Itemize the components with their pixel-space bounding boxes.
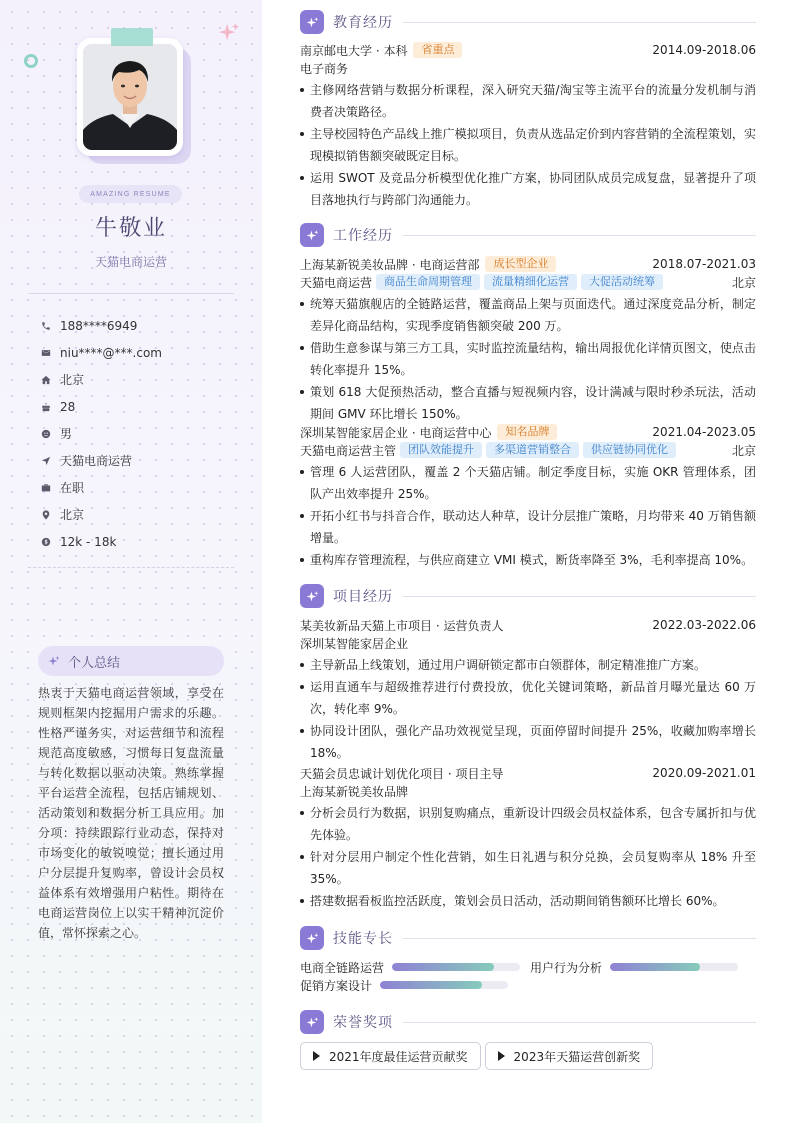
education-date: 2014.09-2018.06 xyxy=(652,43,756,57)
school-tag: 省重点 xyxy=(413,42,462,58)
sparkle-icon xyxy=(218,22,240,44)
briefcase-icon xyxy=(40,482,52,494)
section-education-heading: 教育经历 xyxy=(300,10,756,34)
skill-tag: 大促活动统筹 xyxy=(581,274,663,290)
info-email: niu****@***.com xyxy=(40,339,240,366)
project-entry-2 xyxy=(300,764,756,912)
skill-tag: 商品生命周期管理 xyxy=(376,274,480,290)
list-item: 开拓小红书与抖音合作，联动达人种草，设计分层推广策略，月均带来 40 万销售额增量。 xyxy=(300,505,756,549)
skill-tag: 流量精细化运营 xyxy=(484,274,577,290)
project-org: 深圳某智能家居企业 xyxy=(300,636,409,651)
list-item: 搭建数据看板监控活跃度，策划会员日活动，活动期间销售额环比增长 60%。 xyxy=(300,890,756,912)
list-item: 运用 SWOT 及竞品分析模型优化推广方案，协同团队成员完成复盘，显著提升了项目落地执行与跨部门沟通能力。 xyxy=(300,167,756,211)
divider xyxy=(28,567,234,568)
cake-icon xyxy=(40,401,52,413)
education-entry xyxy=(300,41,756,211)
job-role: 天猫电商运营 xyxy=(300,275,373,290)
project-bullets xyxy=(300,654,756,764)
list-item: 主修网络营销与数据分析课程，深入研究天猫/淘宝等主流平台的流量分发机制与消费者决策路径。 xyxy=(300,79,756,123)
skill-tag: 多渠道营销整合 xyxy=(486,442,579,458)
school-name: 南京邮电大学 · 本科 xyxy=(300,43,408,58)
mail-icon xyxy=(40,347,52,359)
awards-list xyxy=(300,1042,657,1070)
info-home: 北京 xyxy=(40,366,240,393)
info-age: 28 xyxy=(40,393,240,420)
play-triangle-icon xyxy=(498,1051,505,1061)
resume-badge: AMAZING RESUME xyxy=(79,185,182,203)
skill-bar xyxy=(610,963,738,971)
section-work-heading: 工作经历 xyxy=(300,223,756,247)
list-item: 协同设计团队，强化产品功效视觉呈现，页面停留时间提升 25%，收藏加购率增长 18%。 xyxy=(300,720,756,764)
job-role: 天猫电商运营主管 xyxy=(300,443,397,458)
company-tag: 知名品牌 xyxy=(497,424,557,440)
job-date: 2018.07-2021.03 xyxy=(652,257,756,271)
project-name: 某美妆新品天猫上市项目 · 运营负责人 xyxy=(300,618,504,633)
project-date: 2020.09-2021.01 xyxy=(652,766,756,780)
candidate-title: 天猫电商运营 xyxy=(94,255,167,269)
avatar xyxy=(77,38,189,162)
job-date: 2021.04-2023.05 xyxy=(652,425,756,439)
sparkle-icon xyxy=(300,926,324,950)
work-entry-2 xyxy=(300,423,756,571)
company-name: 深圳某智能家居企业 · 电商运营中心 xyxy=(300,425,492,440)
info-location: 北京 xyxy=(40,501,240,528)
list-item: 统筹天猫旗舰店的全链路运营，覆盖商品上架与页面迭代。通过深度竞品分析，制定差异化商品结构，实现季度销售额突破 200 万。 xyxy=(300,293,756,337)
list-item: 管理 6 人运营团队，覆盖 2 个天猫店铺。制定季度目标，实施 OKR 管理体系，团队产出效率提升 25%。 xyxy=(300,461,756,505)
avatar-photo xyxy=(83,44,177,150)
location-pin-icon xyxy=(40,509,52,521)
skill-item: 电商全链路运营 xyxy=(300,959,520,976)
sparkle-icon xyxy=(48,655,60,667)
decorative-ring-icon xyxy=(24,54,38,68)
sparkle-icon xyxy=(300,223,324,247)
company-tag: 成长型企业 xyxy=(485,256,556,272)
award-item: 2021年度最佳运营贡献奖 xyxy=(300,1042,481,1070)
candidate-name: 牛敬业 xyxy=(94,216,167,241)
list-item: 运用直通车与超级推荐进行付费投放，优化关键词策略，新品首月曝光量达 60 万次，转化率 9%。 xyxy=(300,676,756,720)
sparkle-icon xyxy=(300,10,324,34)
list-item: 分析会员行为数据，识别复购痛点，重新设计四级会员权益体系，包含专属折扣与优先体验。 xyxy=(300,802,756,846)
award-item: 2023年天猫运营创新奖 xyxy=(485,1042,654,1070)
work-entry-1 xyxy=(300,255,756,425)
skill-tag: 团队效能提升 xyxy=(400,442,482,458)
job-city: 北京 xyxy=(731,275,756,290)
decorative-tape xyxy=(111,28,153,46)
info-phone: 188****6949 xyxy=(40,312,240,339)
job-bullets xyxy=(300,461,756,571)
project-entry-1 xyxy=(300,616,756,764)
project-org: 上海某新锐美妆品牌 xyxy=(300,784,409,799)
sparkle-icon xyxy=(300,1010,324,1034)
skill-tag: 供应链协同优化 xyxy=(583,442,676,458)
skills-list xyxy=(300,958,756,994)
play-triangle-icon xyxy=(313,1051,320,1061)
sparkle-icon xyxy=(300,584,324,608)
skill-bar xyxy=(380,981,508,989)
home-icon xyxy=(40,374,52,386)
gender-icon xyxy=(40,428,52,440)
list-item: 策划 618 大促预热活动，整合直播与短视频内容，设计满减与限时秒杀玩法，活动期间 GMV 环比增长 150%。 xyxy=(300,381,756,425)
info-gender: 男 xyxy=(40,420,240,447)
sidebar xyxy=(0,0,262,1123)
company-name: 上海某新锐美妆品牌 · 电商运营部 xyxy=(300,257,480,272)
job-city: 北京 xyxy=(731,443,756,458)
list-item: 重构库存管理流程，与供应商建立 VMI 模式，断货率降至 3%，毛利率提高 10%。 xyxy=(300,549,756,571)
project-bullets xyxy=(300,802,756,912)
divider xyxy=(28,293,234,294)
skill-item: 用户行为分析 xyxy=(530,959,738,976)
list-item: 主导新品上线策划，通过用户调研锁定都市白领群体，制定精准推广方案。 xyxy=(300,654,756,676)
job-bullets xyxy=(300,293,756,425)
section-awards-heading: 荣誉奖项 xyxy=(300,1010,756,1034)
list-item: 针对分层用户制定个性化营销，如生日礼遇与积分兑换，会员复购率从 18% 升至 35%。 xyxy=(300,846,756,890)
summary-text: 热衷于天猫电商运营领域，享受在规则框架内挖掘用户需求的乐趣。性格严谨务实，对运营细节和流程规范高度敏感，习惯每日复盘流量与转化数据以驱动决策。熟练掌握平台运营全流程，包括店铺规划、活动策划和数据分析工具应用。加分项：持续跟踪行业动态，保持对市场变化的敏锐嗅觉；擅长通过用户分层提升复购率，曾设计会员权益体系有效增强用户粘性。期待在电商运营岗位上以实干精神沉淀价值，常怀探索之心。 xyxy=(38,686,224,940)
project-date: 2022.03-2022.06 xyxy=(652,618,756,632)
project-name: 天猫会员忠诚计划优化项目 · 项目主导 xyxy=(300,766,504,781)
education-bullets xyxy=(300,79,756,211)
phone-icon xyxy=(40,320,52,332)
skill-item: 促销方案设计 xyxy=(300,977,508,994)
contact-info-list xyxy=(40,312,240,555)
info-status: 在职 xyxy=(40,474,240,501)
send-icon xyxy=(40,455,52,467)
skill-bar xyxy=(392,963,520,971)
info-salary: 12k - 18k xyxy=(40,528,240,555)
section-skills-heading: 技能专长 xyxy=(300,926,756,950)
list-item: 借助生意参谋与第三方工具，实时监控流量结构，输出周报优化详情页图文，使点击转化率提升 15%。 xyxy=(300,337,756,381)
section-projects-heading: 项目经历 xyxy=(300,584,756,608)
info-target-role: 天猫电商运营 xyxy=(40,447,240,474)
salary-icon xyxy=(40,536,52,548)
major: 电子商务 xyxy=(300,61,349,76)
summary-heading: 个人总结 xyxy=(38,646,224,676)
list-item: 主导校园特色产品线上推广模拟项目，负责从选品定价到内容营销的全流程策划，实现模拟销售额突破既定目标。 xyxy=(300,123,756,167)
